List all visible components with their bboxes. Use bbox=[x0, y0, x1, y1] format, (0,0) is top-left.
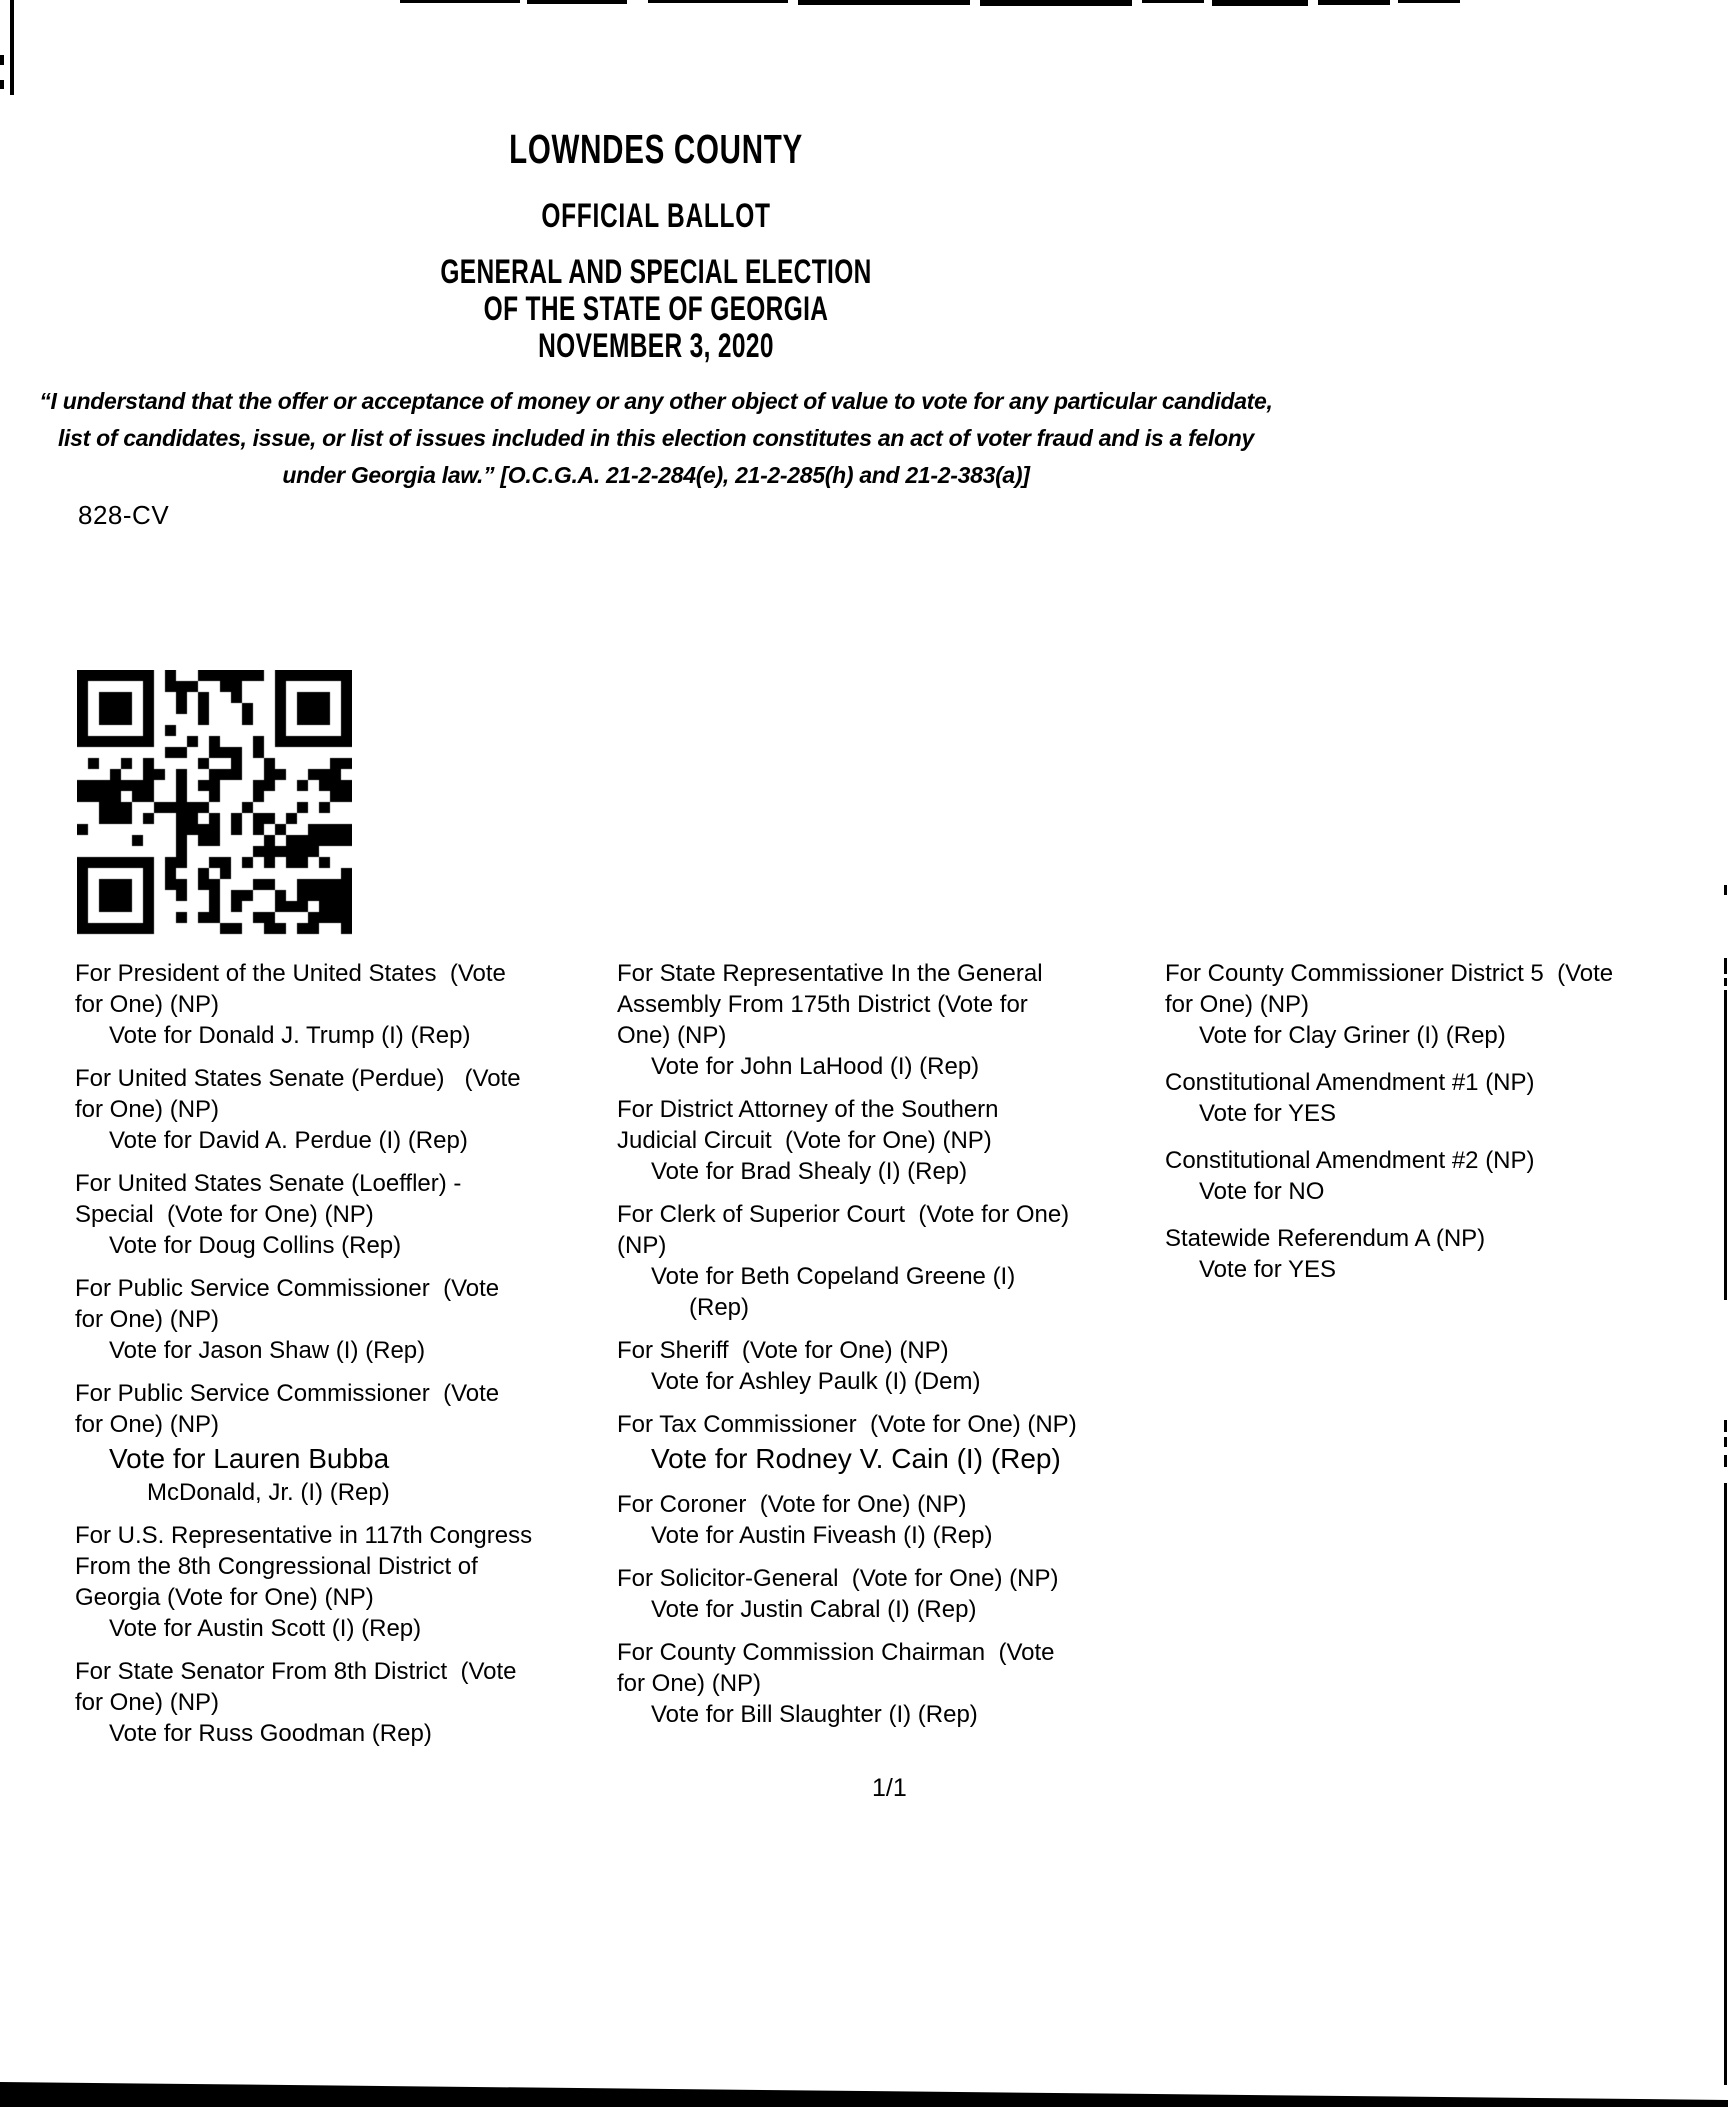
scan-mark bbox=[400, 0, 520, 3]
contest-title-line: For Clerk of Superior Court (Vote for One) bbox=[617, 1201, 1070, 1228]
contest-block bbox=[617, 1637, 1167, 1730]
contest-block bbox=[75, 958, 620, 1051]
vote-selection-line: Vote for Austin Fiveash (I) (Rep) bbox=[651, 1522, 993, 1549]
qr-code bbox=[77, 670, 352, 936]
scan-mark bbox=[10, 0, 14, 95]
contest-title-line: for One) (NP) bbox=[1165, 991, 1310, 1018]
contest-title-line: For Tax Commissioner (Vote for One) (NP) bbox=[617, 1411, 1077, 1438]
ballot-style-code: 828-CV bbox=[78, 500, 170, 530]
vote-selection-line: Vote for NO bbox=[1199, 1178, 1325, 1205]
contest-title-line: Assembly From 175th District (Vote for bbox=[617, 991, 1028, 1018]
contest-title-line: For Sheriff (Vote for One) (NP) bbox=[617, 1337, 949, 1364]
scan-mark bbox=[1724, 1455, 1727, 1467]
contest-title-line: Judicial Circuit (Vote for One) (NP) bbox=[617, 1127, 992, 1154]
vote-selection-line: Vote for Austin Scott (I) (Rep) bbox=[109, 1615, 422, 1642]
contest-title-line: Statewide Referendum A (NP) bbox=[1165, 1225, 1486, 1252]
vote-selection-line: Vote for Brad Shealy (I) (Rep) bbox=[651, 1158, 968, 1185]
vote-selection-line: Vote for Ashley Paulk (I) (Dem) bbox=[651, 1368, 981, 1395]
voter-fraud-notice-line: “I understand that the offer or acceptance of money or any other object of value to vote for any particular candidate, bbox=[39, 388, 1273, 414]
contest-block bbox=[75, 1273, 620, 1366]
contest-block bbox=[75, 1168, 620, 1261]
contest-title-line: For State Senator From 8th District (Vote bbox=[75, 1658, 517, 1685]
contest-title-line: for One) (NP) bbox=[75, 991, 220, 1018]
voter-fraud-notice bbox=[0, 383, 1312, 494]
election-date: NOVEMBER 3, 2020 bbox=[538, 327, 774, 365]
vote-selection-line: Vote for Russ Goodman (Rep) bbox=[109, 1720, 432, 1747]
scan-mark bbox=[1724, 1483, 1727, 2085]
election-title-line1: GENERAL AND SPECIAL ELECTION bbox=[440, 253, 872, 291]
contest-title-line: For Public Service Commissioner (Vote bbox=[75, 1380, 500, 1407]
election-title-line2: OF THE STATE OF GEORGIA bbox=[483, 290, 829, 328]
contest-block bbox=[1165, 1145, 1728, 1207]
vote-selection-line: (Rep) bbox=[689, 1294, 750, 1321]
contest-title-line: For State Representative In the General bbox=[617, 960, 1043, 987]
contest-block bbox=[617, 1199, 1167, 1323]
vote-selection-line: Vote for Doug Collins (Rep) bbox=[109, 1232, 402, 1259]
contest-block bbox=[617, 1563, 1167, 1625]
vote-selection-line: Vote for Jason Shaw (I) (Rep) bbox=[109, 1337, 426, 1364]
contest-title-line: For President of the United States (Vote bbox=[75, 960, 506, 987]
scan-mark bbox=[798, 0, 970, 5]
contest-title-line: For Coroner (Vote for One) (NP) bbox=[617, 1491, 967, 1518]
contest-title-line: For District Attorney of the Southern bbox=[617, 1096, 999, 1123]
county-title: LOWNDES COUNTY bbox=[509, 126, 803, 172]
contest-title-line: for One) (NP) bbox=[75, 1411, 220, 1438]
contest-title-line: For U.S. Representative in 117th Congress bbox=[75, 1522, 533, 1549]
contest-title-line: For Public Service Commissioner (Vote bbox=[75, 1275, 500, 1302]
contest-block bbox=[75, 1656, 620, 1749]
contest-column-3 bbox=[1165, 958, 1728, 1301]
contest-title-line: For Solicitor-General (Vote for One) (NP) bbox=[617, 1565, 1059, 1592]
page-number: 1/1 bbox=[872, 1774, 907, 1802]
contest-block bbox=[617, 1335, 1167, 1397]
contest-block bbox=[1165, 1223, 1728, 1285]
contest-block bbox=[617, 1094, 1167, 1187]
contest-block bbox=[1165, 958, 1728, 1051]
contest-title-line: For United States Senate (Loeffler) - bbox=[75, 1170, 462, 1197]
contest-title-line: For County Commission Chairman (Vote bbox=[617, 1639, 1055, 1666]
vote-selection-line: Vote for Rodney V. Cain (I) (Rep) bbox=[651, 1443, 1061, 1474]
scan-mark bbox=[1142, 0, 1204, 3]
contest-block bbox=[617, 1409, 1167, 1477]
contest-block bbox=[75, 1378, 620, 1508]
vote-selection-line: Vote for Bill Slaughter (I) (Rep) bbox=[651, 1701, 978, 1728]
contest-title-line: Constitutional Amendment #2 (NP) bbox=[1165, 1147, 1535, 1174]
voter-fraud-notice-line: list of candidates, issue, or list of issues included in this election constitutes an act of voter fraud and is a felony bbox=[57, 425, 1255, 451]
contest-title-line: One) (NP) bbox=[617, 1022, 727, 1049]
voter-fraud-notice-line: under Georgia law.” [O.C.G.A. 21-2-284(e), 21-2-285(h) and 21-2-383(a)] bbox=[282, 462, 1030, 488]
scan-mark bbox=[1318, 0, 1390, 5]
scan-mark bbox=[980, 0, 1132, 6]
contest-title-line: (NP) bbox=[617, 1232, 667, 1259]
contest-block bbox=[617, 1489, 1167, 1551]
vote-selection-line: Vote for Beth Copeland Greene (I) bbox=[651, 1263, 1016, 1290]
contest-title-line: For County Commissioner District 5 (Vote bbox=[1165, 960, 1614, 987]
vote-selection-line: McDonald, Jr. (I) (Rep) bbox=[147, 1479, 390, 1506]
contest-title-line: From the 8th Congressional District of bbox=[75, 1553, 478, 1580]
contest-title-line: for One) (NP) bbox=[75, 1306, 220, 1333]
contest-title-line: Special (Vote for One) (NP) bbox=[75, 1201, 374, 1228]
scan-mark bbox=[1724, 1420, 1727, 1432]
vote-selection-line: Vote for YES bbox=[1199, 1256, 1336, 1283]
contest-title-line: Constitutional Amendment #1 (NP) bbox=[1165, 1069, 1535, 1096]
contest-block bbox=[617, 958, 1167, 1082]
vote-selection-line: Vote for Justin Cabral (I) (Rep) bbox=[651, 1596, 977, 1623]
contest-block bbox=[75, 1063, 620, 1156]
scan-mark bbox=[1398, 0, 1460, 3]
scan-mark bbox=[648, 0, 788, 3]
ballot-header bbox=[0, 126, 1312, 494]
contest-block bbox=[75, 1520, 620, 1644]
vote-selection-line: Vote for Donald J. Trump (I) (Rep) bbox=[109, 1022, 471, 1049]
scan-mark bbox=[0, 80, 4, 89]
contest-title-line: For United States Senate (Perdue) (Vote bbox=[75, 1065, 521, 1092]
contest-column-1 bbox=[75, 958, 620, 1761]
scan-mark bbox=[1212, 0, 1308, 6]
scan-mark bbox=[1724, 885, 1727, 895]
contest-title-line: Georgia (Vote for One) (NP) bbox=[75, 1584, 374, 1611]
scan-bottom-edge bbox=[0, 2075, 1728, 2107]
contest-title-line: for One) (NP) bbox=[617, 1670, 762, 1697]
contest-block bbox=[1165, 1067, 1728, 1129]
contest-column-2 bbox=[617, 958, 1167, 1742]
vote-selection-line: Vote for David A. Perdue (I) (Rep) bbox=[109, 1127, 468, 1154]
scan-mark bbox=[0, 55, 4, 65]
vote-selection-line: Vote for John LaHood (I) (Rep) bbox=[651, 1053, 980, 1080]
ballot-type-title: OFFICIAL BALLOT bbox=[541, 197, 771, 235]
scan-mark bbox=[1724, 1437, 1727, 1447]
contest-title-line: for One) (NP) bbox=[75, 1096, 220, 1123]
vote-selection-line: Vote for YES bbox=[1199, 1100, 1336, 1127]
scan-mark bbox=[527, 0, 627, 4]
vote-selection-line: Vote for Clay Griner (I) (Rep) bbox=[1199, 1022, 1506, 1049]
contest-title-line: for One) (NP) bbox=[75, 1689, 220, 1716]
vote-selection-line: Vote for Lauren Bubba bbox=[109, 1443, 390, 1474]
